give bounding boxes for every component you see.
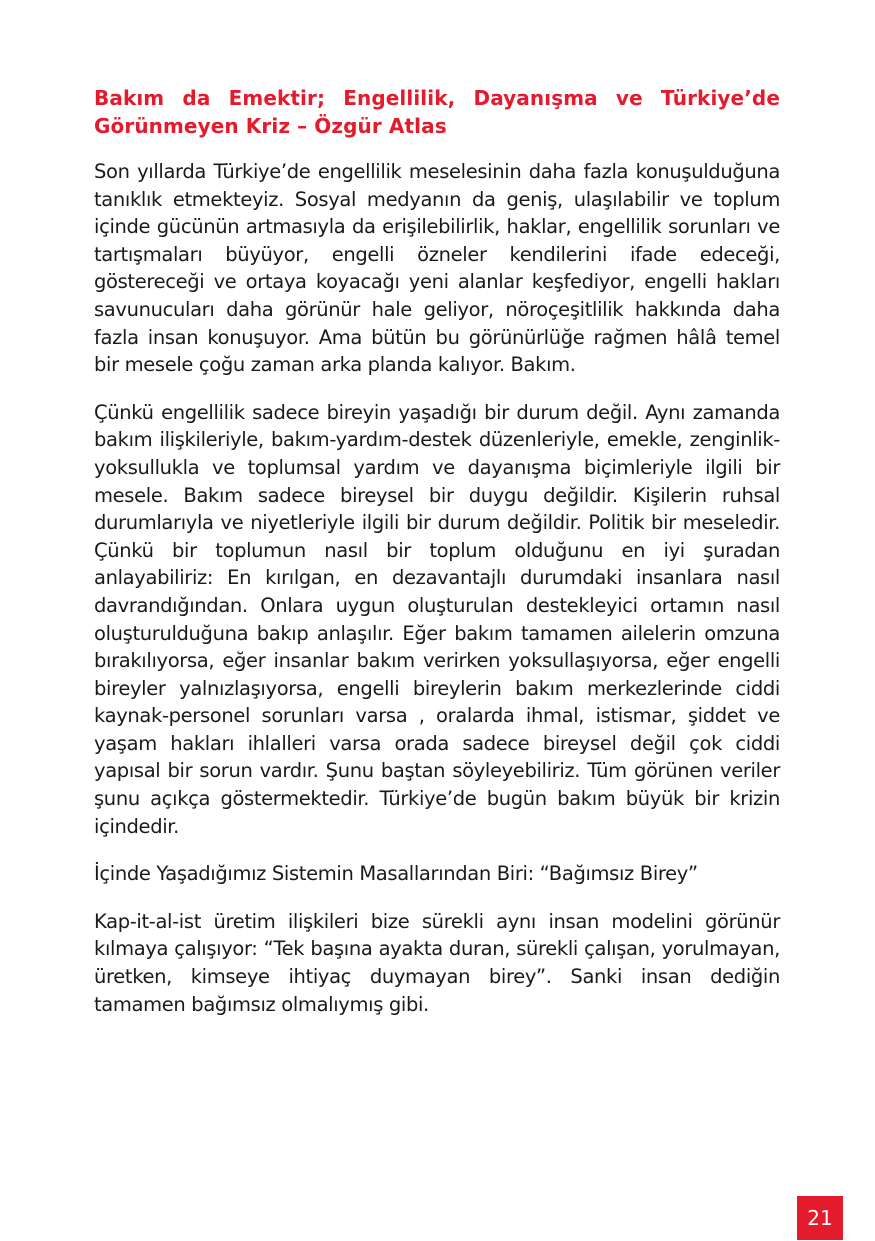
page-content — [94, 84, 780, 1038]
page-number-badge: 21 — [797, 1196, 843, 1240]
paragraph-care-politics: Çünkü engellilik sadece bireyin yaşadığı bir durum değil. Aynı zamanda bakım ilişkileriyle, bakım-yardım-destek düzenleriyle, emekle, zenginlik-yoksullukla ve toplumsal yardım ve dayanışma biçimleriyle ilgili bir mesele. Bakım sadece bireysel bir duygu değildir. Kişilerin ruhsal durumlarıyla ve niyetleriyle ilgili bir durum değildir. Politik bir meseledir. Çünkü bir toplumun nasıl bir toplum olduğunu en iyi şuradan anlayabiliriz: En kırılgan, en dezavantajlı durumdaki insanlara nasıl davrandığından. Onlara uygun oluşturulan destekleyici ortamın nasıl oluşturulduğuna bakıp anlaşılır. Eğer bakım tamamen ailelerin omzuna bırakılıyorsa, eğer insanlar bakım verirken yoksullaşıyorsa, eğer engelli bireyler yalnızlaşıyorsa, engelli bireylerin bakım merkezlerinde ciddi kaynak-personel sorunları varsa , oralarda ihmal, istismar, şiddet ve yaşam hakları ihlalleri varsa orada sadece bireysel değil çok ciddi yapısal bir sorun vardır. Şunu baştan söyleyebiliriz. Tüm görünen veriler şunu açıkça göstermektedir. Türkiye’de bugün bakım büyük bir krizin içindedir. — [94, 400, 780, 838]
article-title: Bakım da Emektir; Engellilik, Dayanışma ve Türkiye’de Görünmeyen Kriz – Özgür Atlas — [94, 86, 780, 138]
paragraph-intro: Son yıllarda Türkiye’de engellilik meselesinin daha fazla konuşulduğuna tanıklık etmekteyiz. Sosyal medyanın da geniş, ulaşılabilir ve toplum içinde gücünün artmasıyla da erişilebilirlik, haklar, engellilik sorunları ve tartışmaları büyüyor, engelli özneler kendilerini ifade edeceği, göstereceği ve ortaya koyacağı yeni alanlar keşfediyor, engelli hakları savunucuları daha görünür hale geliyor, nöroçeşitlilik hakkında daha fazla insan konuşuyor. Ama bütün bu görünürlüğe rağmen hâlâ temel bir mesele çoğu zaman arka planda kalıyor. Bakım. — [94, 160, 780, 377]
section-subheading: İçinde Yaşadığımız Sistemin Masallarından Biri: “Bağımsız Birey” — [94, 862, 698, 886]
paragraph-capitalism: Kap-it-al-ist üretim ilişkileri bize sürekli aynı insan modelini görünür kılmaya çalışıyor: “Tek başına ayakta duran, sürekli çalışan, yorulmayan, üretken, kimseye ihtiyaç duymayan birey”. Sanki insan dediğin tamamen bağımsız olmalıymış gibi. — [94, 909, 780, 1016]
